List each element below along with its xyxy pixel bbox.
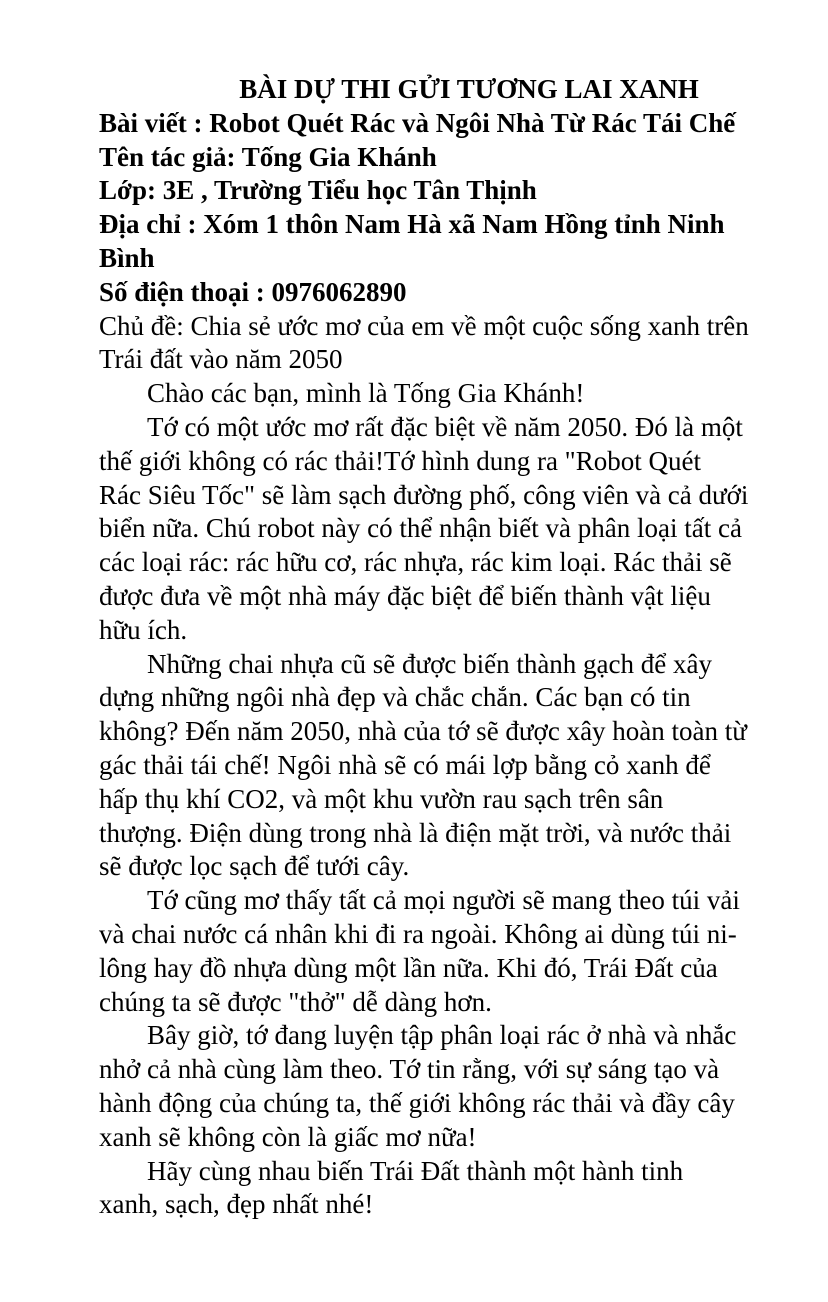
author-line: Tên tác giả: Tống Gia Khánh — [99, 141, 437, 172]
topic-line: Chủ đề: Chia sẻ ước mơ của em về một cuộc sống xanh trên Trái đất vào năm 2050 — [99, 310, 749, 375]
article-title: Bài viết : Robot Quét Rác và Ngôi Nhà Từ Rác Tái Chế — [99, 107, 736, 138]
document-body — [99, 73, 749, 1222]
document-title: BÀI DỰ THI GỬI TƯƠNG LAI XANH — [239, 74, 699, 104]
paragraph-dream: Tớ có một ước mơ rất đặc biệt về năm 2050. Đó là một thế giới không có rác thải!Tớ hình dung ra "Robot Quét Rác Siêu Tốc" sẽ làm sạch đường phố, công viên và cả dưới biển nữa. Chú robot này có thể nhận biết và phân loại tất cả các loại rác: rác hữu cơ, rác nhựa, rác kim loại. Rác thải sẽ được đưa về một nhà máy đặc biệt để biến thành vật liệu hữu ích. — [99, 411, 749, 645]
class-line: Lớp: 3E , Trường Tiểu học Tân Thịnh — [99, 175, 537, 206]
paragraph-closing: Hãy cùng nhau biến Trái Đất thành một hành tinh xanh, sạch, đẹp nhất nhé! — [99, 1155, 684, 1220]
phone-line: Số điện thoại : 0976062890 — [99, 276, 407, 307]
paragraph-now: Bây giờ, tớ đang luyện tập phân loại rác ở nhà và nhắc nhở cả nhà cùng làm theo. Tớ tin rằng, với sự sáng tạo và hành động của chúng ta, thế giới không rác thải và đầy cây xanh sẽ không còn là giấc mơ nữa! — [99, 1020, 737, 1152]
paragraph-habits: Tớ cũng mơ thấy tất cả mọi người sẽ mang theo túi vải và chai nước cá nhân khi đi ra ngoài. Không ai dùng túi ni-lông hay đồ nhựa dùng một lần nữa. Khi đó, Trái Đất của chúng ta sẽ được "thở" dễ dàng hơn. — [99, 885, 740, 1017]
address-line: Địa chỉ : Xóm 1 thôn Nam Hà xã Nam Hồng tỉnh Ninh Bình — [99, 209, 725, 273]
paragraph-house: Những chai nhựa cũ sẽ được biến thành gạch để xây dựng những ngôi nhà đẹp và chắc chắn. Các bạn có tin không? Đến năm 2050, nhà của tớ sẽ được xây hoàn toàn từ gác thải tái chế! Ngôi nhà sẽ có mái lợp bằng cỏ xanh để hấp thụ khí CO2, và một khu vườn rau sạch trên sân thượng. Điện dùng trong nhà là điện mặt trời, và nước thải sẽ được lọc sạch để tưới cây. — [99, 648, 747, 882]
paragraph-greeting: Chào các bạn, mình là Tống Gia Khánh! — [147, 378, 585, 409]
